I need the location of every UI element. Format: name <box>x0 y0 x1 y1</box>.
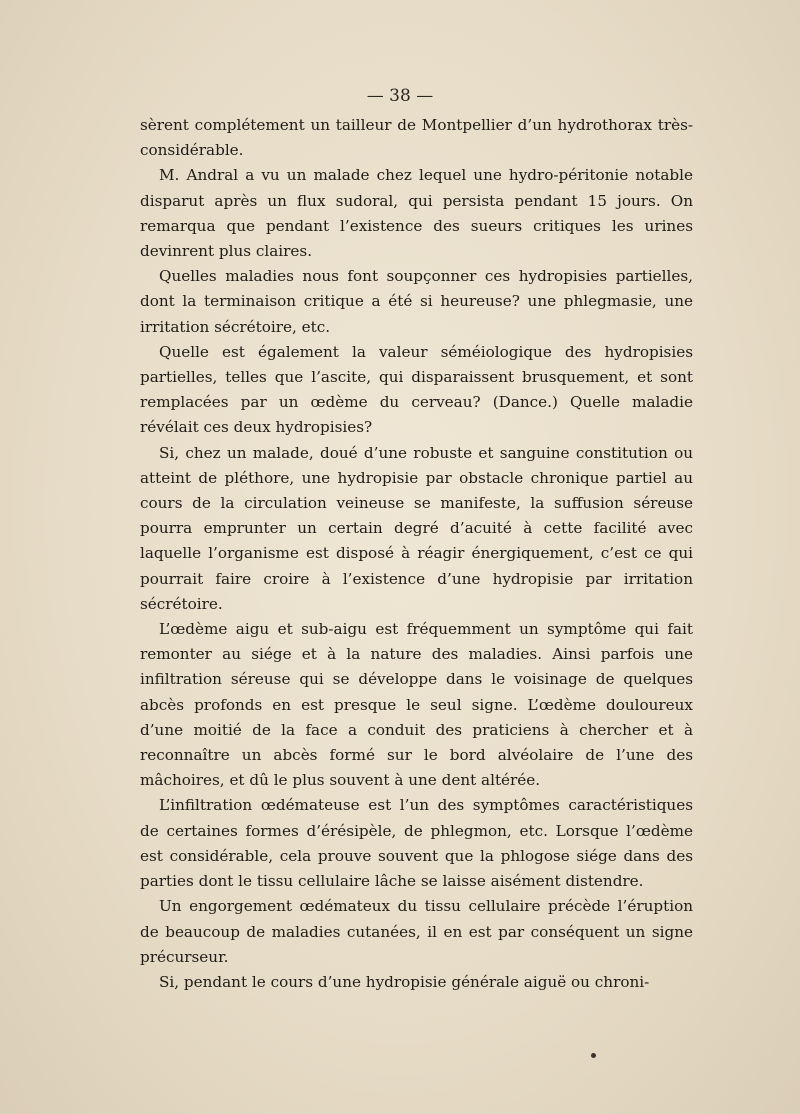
paragraph: Quelles maladies nous font soupçonner ces hydropisies partielles, dont la terminaison critique a été si heureuse? une phlegmasie, une irritation sécrétoire, etc. <box>140 267 693 336</box>
paragraph: Si, pendant le cours d’une hydropisie générale aiguë ou chroni- <box>159 972 650 991</box>
body-text <box>140 113 693 995</box>
paragraph: Quelle est également la valeur séméiologique des hydropisies partielles, telles que l’ascite, qui disparaissent brusquement, et sont remplacées par un œdème du cerveau? (Dance.) Quelle maladie révélait ces deux hydropisies? <box>140 342 693 437</box>
page-number: — 38 — <box>366 86 434 106</box>
ink-dot <box>591 1053 596 1058</box>
paragraph: L’infiltration œdémateuse est l’un des symptômes caractéristiques de certaines formes d’érésipèle, de phlegmon, etc. Lorsque l’œdème est considérable, cela prouve souvent que la phlogose siége dans des parties dont le tissu cellulaire lâche se laisse aisément distendre. <box>140 796 693 891</box>
paragraph: L’œdème aigu et sub-aigu est fréquemment un symptôme qui fait remonter au siége et à la nature des maladies. Ainsi parfois une infiltration séreuse qui se développe dans le voisinage de quelques abcès profonds en est presque le seul signe. L’œdème douloureux d’une moitié de la face a conduit des praticiens à chercher et à reconnaître un abcès formé sur le bord alvéolaire de l’une des mâchoires, et dû le plus souvent à une dent altérée. <box>140 620 693 790</box>
paragraph: Un engorgement œdémateux du tissu cellulaire précède l’éruption de beaucoup de maladies cutanées, il en est par conséquent un signe précurseur. <box>140 897 693 966</box>
paragraph: sèrent complétement un tailleur de Montpellier d’un hydrothorax très-considérable. <box>140 116 693 160</box>
paragraph: Si, chez un malade, doué d’une robuste et sanguine constitution ou atteint de pléthore, une hydropisie par obstacle chronique partiel au cours de la circulation veineuse se manifeste, la suffusion séreuse pourra emprunter un certain degré d’acuité à cette facilité avec laquelle l’organisme est disposé à réagir énergiquement, c’est ce qui pourrait faire croire à l’existence d’une hydropisie par irritation sécrétoire. <box>140 443 693 613</box>
paragraph: M. Andral a vu un malade chez lequel une hydro-péritonie notable disparut après un flux sudoral, qui persista pendant 15 jours. On remarqua que pendant l’existence des sueurs critiques les urines devinrent plus claires. <box>140 166 693 261</box>
